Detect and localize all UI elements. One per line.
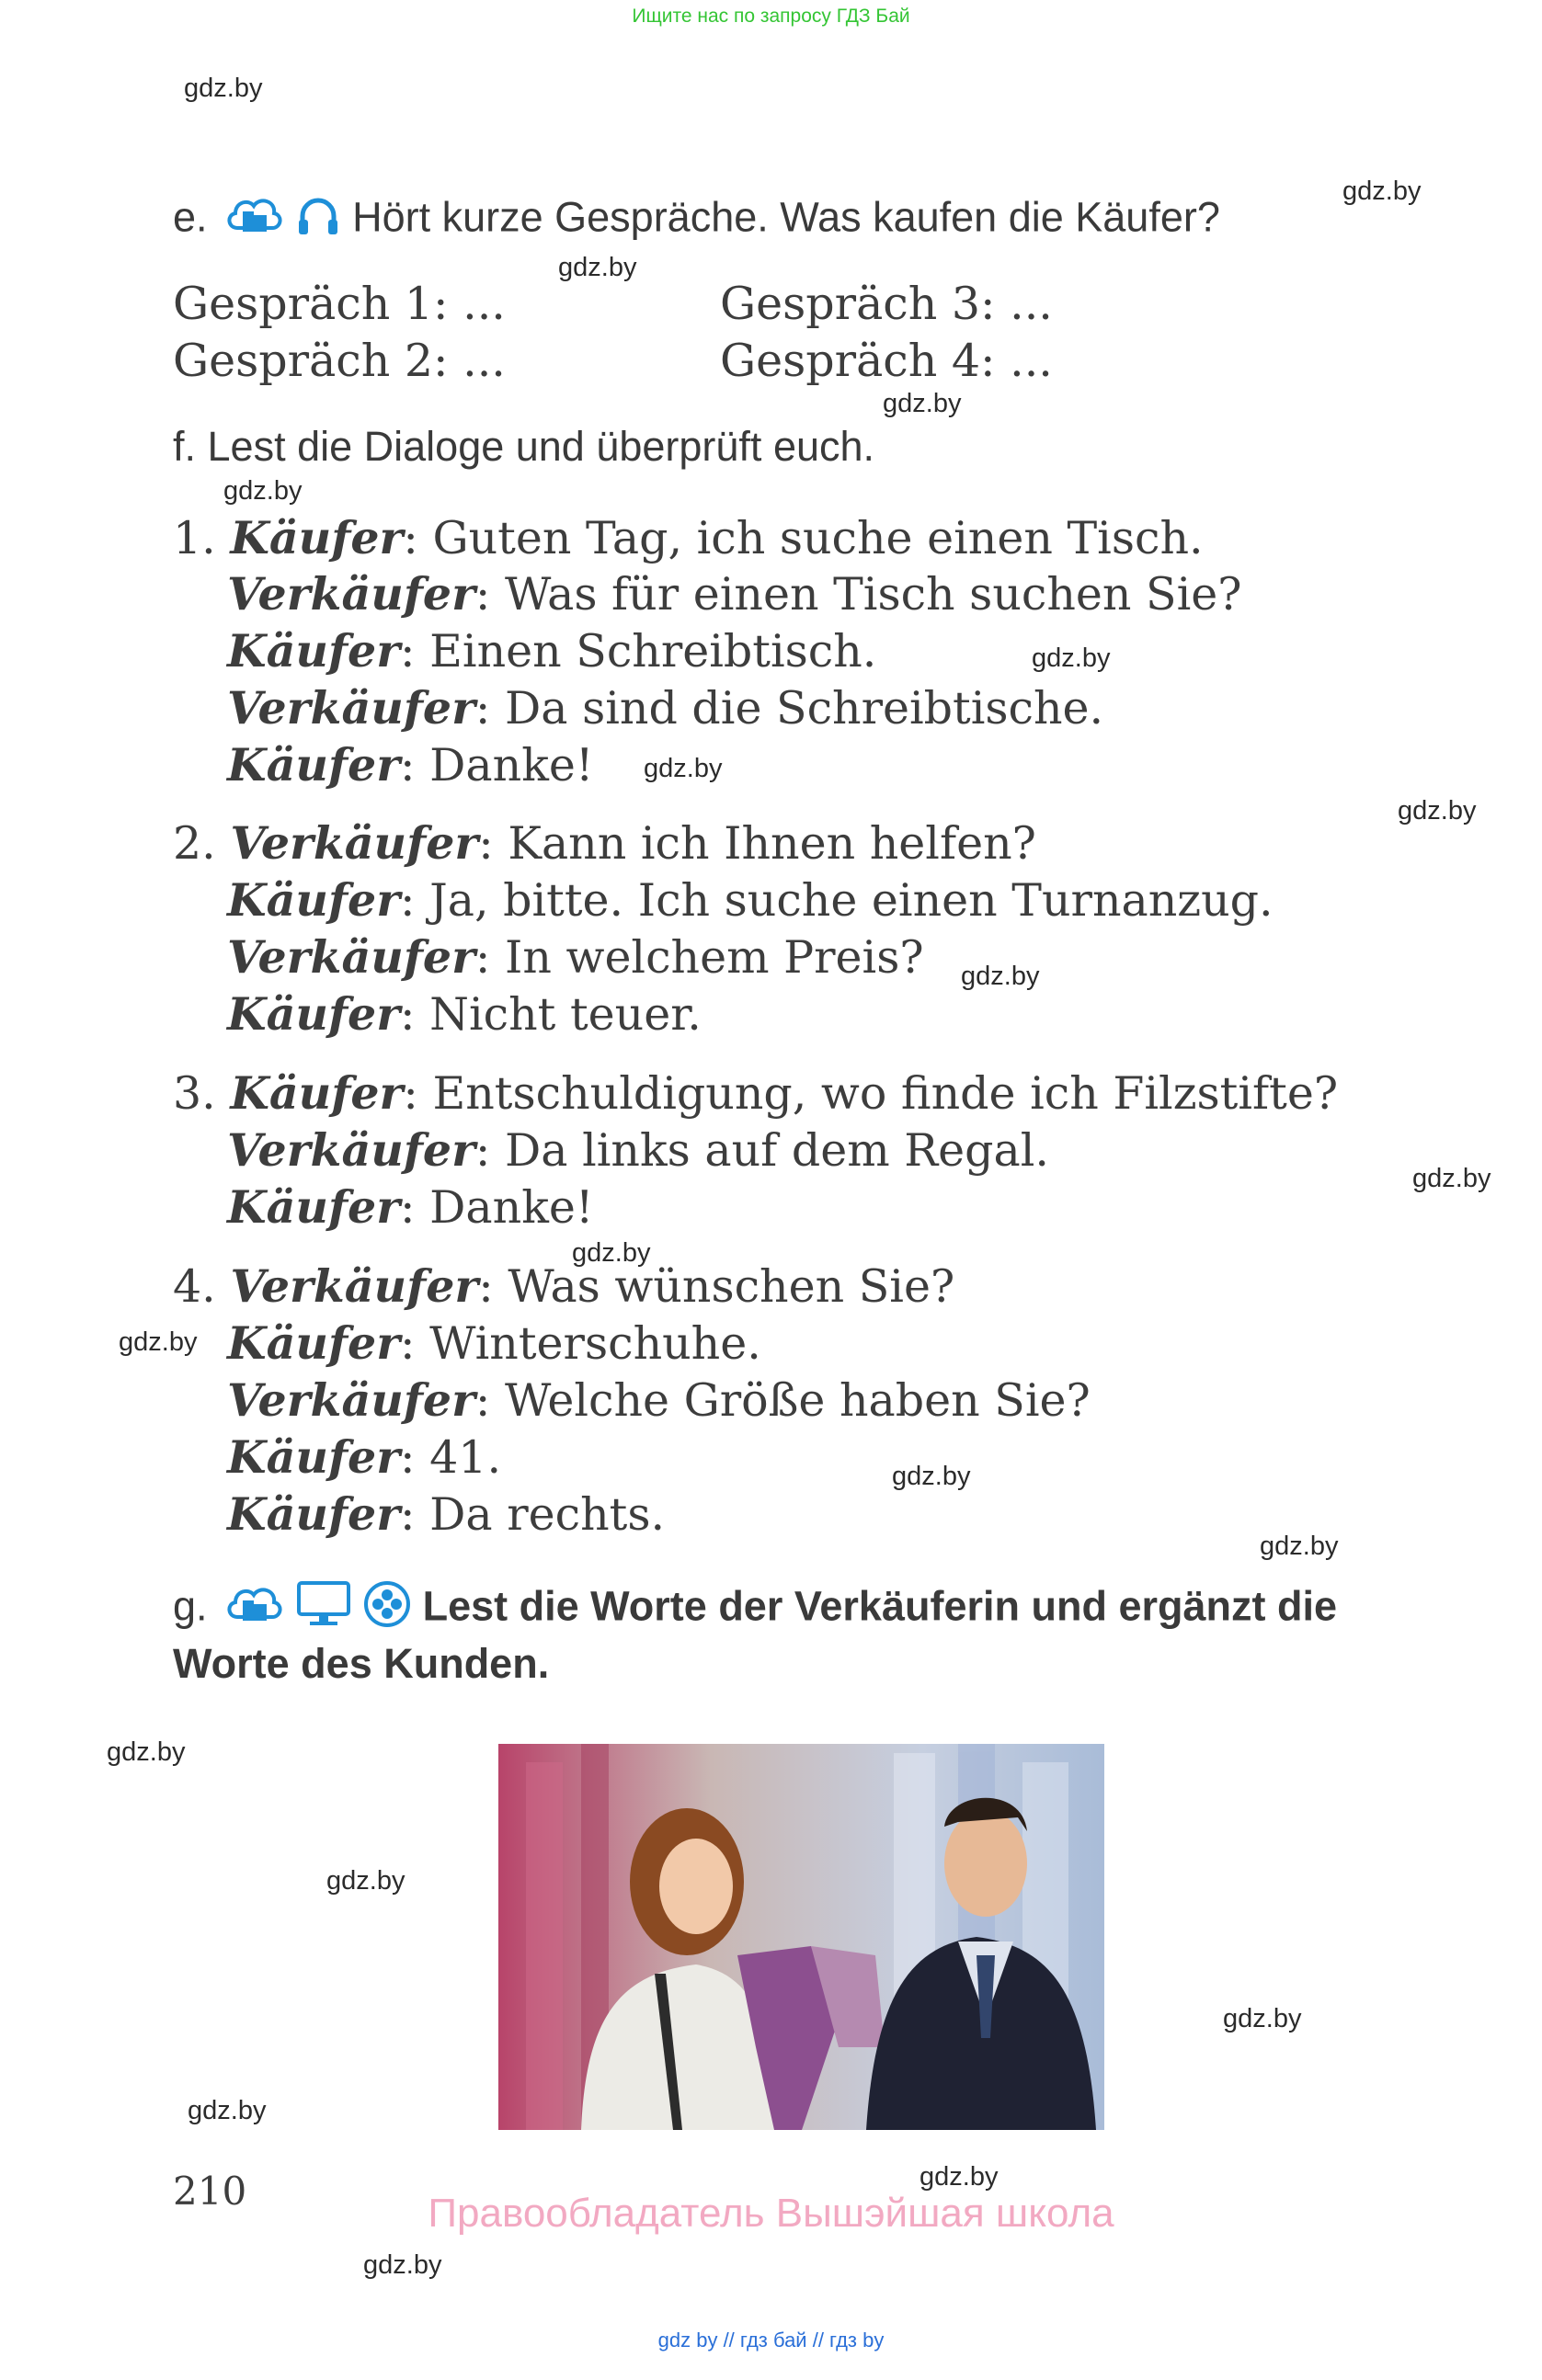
watermark: gdz.by bbox=[363, 2250, 442, 2280]
watermark: gdz.by bbox=[558, 253, 637, 282]
watermark: gdz.by bbox=[572, 1238, 651, 1268]
watermark: gdz.by bbox=[1223, 2004, 1302, 2033]
dialog-1-line-3 bbox=[227, 624, 876, 678]
speaker-label: Verkäufer bbox=[227, 1123, 475, 1177]
dialog-number: 3. bbox=[173, 1067, 216, 1120]
line-text: : Danke! bbox=[400, 739, 594, 791]
cloud-folder-icon bbox=[224, 1580, 283, 1638]
watermark: gdz.by bbox=[919, 2162, 999, 2192]
dialog-3-line-3 bbox=[227, 1180, 594, 1234]
task-g-instruction-2: Worte des Kunden. bbox=[173, 1640, 550, 1687]
dialog-2-line-1 bbox=[173, 816, 1036, 870]
top-banner: Ищите нас по запросу ГДЗ Бай bbox=[632, 6, 910, 27]
speaker-label: Verkäufer bbox=[227, 1373, 475, 1427]
speaker-label: Käufer bbox=[230, 1066, 404, 1120]
dialog-4-line-2 bbox=[227, 1316, 761, 1370]
copyright-notice: Правообладатель Вышэйшая школа bbox=[428, 2191, 1114, 2236]
cloud-folder-icon bbox=[224, 191, 283, 249]
watermark: gdz.by bbox=[326, 1866, 405, 1896]
task-letter: e. bbox=[173, 193, 208, 241]
line-text: : Was wünschen Sie? bbox=[478, 1260, 955, 1313]
task-letter: f. bbox=[173, 423, 197, 470]
watermark: gdz.by bbox=[1398, 796, 1477, 826]
speaker-label: Verkäufer bbox=[227, 681, 475, 734]
line-text: : Kann ich Ihnen helfen? bbox=[478, 817, 1036, 870]
speaker-label: Käufer bbox=[227, 738, 401, 791]
watermark: gdz.by bbox=[184, 74, 263, 103]
line-text: : Danke! bbox=[400, 1181, 594, 1234]
line-text: : In welchem Preis? bbox=[474, 931, 924, 984]
speaker-label: Käufer bbox=[227, 873, 401, 927]
gespraech-4: Gespräch 4: ... bbox=[720, 335, 1053, 387]
dialog-2-line-3 bbox=[227, 930, 924, 984]
monitor-icon bbox=[295, 1579, 352, 1639]
line-text: : 41. bbox=[400, 1431, 502, 1484]
gespraech-2: Gespräch 2: ... bbox=[173, 335, 506, 387]
watermark: gdz.by bbox=[1260, 1532, 1339, 1561]
headphones-icon bbox=[295, 192, 341, 248]
dialog-2-line-2 bbox=[227, 873, 1274, 927]
watermark: gdz.by bbox=[107, 1737, 186, 1767]
line-text: : Ja, bitte. Ich suche einen Turnanzug. bbox=[400, 874, 1274, 927]
watermark: gdz.by bbox=[1342, 177, 1422, 206]
speaker-label: Käufer bbox=[227, 1180, 401, 1234]
speaker-label: Käufer bbox=[227, 624, 401, 678]
watermark: gdz.by bbox=[188, 2096, 267, 2125]
watermark: gdz.by bbox=[883, 389, 962, 418]
gespraech-3: Gespräch 3: ... bbox=[720, 278, 1053, 330]
dialog-number: 2. bbox=[173, 817, 216, 870]
dialog-number: 4. bbox=[173, 1260, 216, 1313]
task-letter: g. bbox=[173, 1582, 208, 1630]
task-e-instruction: Hört kurze Gespräche. Was kaufen die Käufer? bbox=[352, 193, 1220, 241]
page-number: 210 bbox=[173, 2169, 247, 2214]
speaker-label: Verkäufer bbox=[227, 567, 475, 621]
shop-photo bbox=[498, 1744, 1104, 2130]
task-f-heading bbox=[173, 423, 874, 471]
task-g-instruction-1: Lest die Worte der Verkäuferin und ergänzt die bbox=[422, 1582, 1337, 1630]
watermark: gdz.by bbox=[223, 476, 303, 506]
speaker-label: Käufer bbox=[227, 1487, 401, 1541]
dialog-4-line-5 bbox=[227, 1487, 665, 1541]
bottom-links[interactable]: gdz by // гдз бай // гдз by bbox=[657, 2329, 885, 2352]
speaker-label: Käufer bbox=[227, 1316, 401, 1370]
dialog-4-line-1 bbox=[173, 1259, 954, 1313]
gespraech-1: Gespräch 1: ... bbox=[173, 278, 506, 330]
watermark: gdz.by bbox=[961, 962, 1040, 991]
speaker-label: Verkäufer bbox=[230, 1259, 479, 1313]
line-text: : Einen Schreibtisch. bbox=[400, 625, 877, 678]
dialog-3-line-2 bbox=[227, 1123, 1049, 1177]
dialog-4-line-3 bbox=[227, 1373, 1091, 1427]
watermark: gdz.by bbox=[119, 1327, 198, 1357]
watermark: gdz.by bbox=[644, 754, 723, 783]
line-text: : Entschuldigung, wo finde ich Filzstifte? bbox=[403, 1067, 1339, 1120]
dialog-number: 1. bbox=[173, 512, 216, 564]
task-f-instruction: Lest die Dialoge und überprüft euch. bbox=[207, 423, 875, 470]
dialog-1-line-2 bbox=[227, 567, 1242, 621]
line-text: : Winterschuhe. bbox=[400, 1317, 761, 1370]
line-text: : Da rechts. bbox=[400, 1488, 666, 1541]
watermark: gdz.by bbox=[892, 1462, 971, 1491]
line-text: : Da links auf dem Regal. bbox=[474, 1124, 1050, 1177]
speaker-label: Verkäufer bbox=[227, 930, 475, 984]
speaker-label: Käufer bbox=[227, 1430, 401, 1484]
line-text: : Welche Größe haben Sie? bbox=[474, 1374, 1091, 1427]
dialog-2-line-4 bbox=[227, 987, 702, 1041]
line-text: : Nicht teuer. bbox=[400, 988, 702, 1041]
task-g-heading bbox=[173, 1579, 1337, 1639]
dialog-4-line-4 bbox=[227, 1430, 501, 1484]
line-text: : Was für einen Tisch suchen Sie? bbox=[474, 568, 1242, 621]
line-text: : Da sind die Schreibtische. bbox=[474, 682, 1104, 734]
speaker-label: Käufer bbox=[227, 987, 401, 1041]
dialog-1-line-4 bbox=[227, 681, 1103, 734]
dialog-3-line-1 bbox=[173, 1066, 1338, 1120]
dialog-1-line-5 bbox=[227, 738, 594, 791]
watermark: gdz.by bbox=[1412, 1164, 1491, 1193]
speaker-label: Käufer bbox=[230, 511, 404, 564]
dialog-1-line-1 bbox=[173, 511, 1204, 564]
speaker-label: Verkäufer bbox=[230, 816, 479, 870]
flower-icon bbox=[363, 1580, 411, 1638]
line-text: : Guten Tag, ich suche einen Tisch. bbox=[403, 512, 1204, 564]
watermark: gdz.by bbox=[1032, 643, 1111, 673]
task-e-heading bbox=[173, 191, 1220, 249]
